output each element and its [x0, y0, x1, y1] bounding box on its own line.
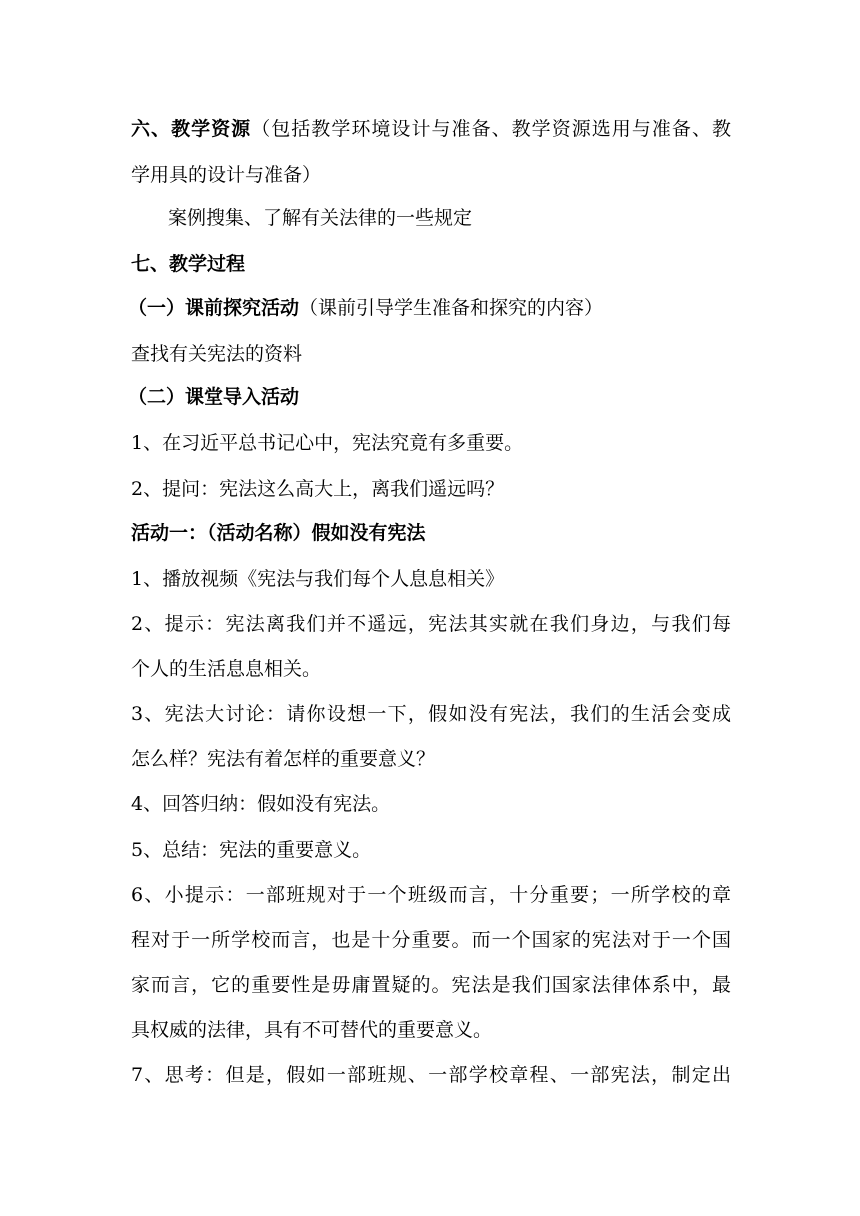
activity-item-2-line-2: 个人的生活息息相关。 — [131, 658, 322, 680]
activity-item-3-line-1: 3、宪法大讨论：请你设想一下，假如没有宪法，我们的生活会变成 — [131, 703, 731, 725]
activity-item-1: 1、播放视频《宪法与我们每个人息息相关》 — [131, 568, 505, 590]
section-6-note-cont: 学用具的设计与准备） — [131, 164, 322, 186]
subsection-2-item: 1、在习近平总书记心中，宪法究竟有多重要。 — [131, 432, 524, 454]
activity-item-6-line-4: 具权威的法律，具有不可替代的重要意义。 — [131, 1019, 493, 1041]
activity-item-3-line-2: 怎么样？宪法有着怎样的重要意义？ — [131, 748, 436, 770]
subsection-1-note: （课前引导学生准备和探究的内容） — [299, 297, 604, 319]
section-6-note: （包括教学环境设计与准备、教学资源选用与准备、教 — [251, 118, 731, 140]
activity-item-2-line-1: 2、提示：宪法离我们并不遥远，宪法其实就在我们身边，与我们每 — [131, 613, 731, 635]
subsection-2-item: 2、提问：宪法这么高大上，离我们遥远吗？ — [131, 478, 505, 500]
activity-item-7-line-1: 7、思考：但是，假如一部班规、一部学校章程、一部宪法，制定出 — [131, 1064, 731, 1086]
activity-item-6-line-2: 程对于一所学校而言，也是十分重要。而一个国家的宪法对于一个国 — [131, 929, 731, 951]
section-6-body: 案例搜集、了解有关法律的一些规定 — [168, 207, 473, 229]
section-7-title: 七、教学过程 — [131, 253, 246, 275]
section-6-line-1 — [131, 116, 731, 142]
subsection-1-title: （一）课前探究活动 — [128, 297, 300, 319]
activity-item-5: 5、总结：宪法的重要意义。 — [131, 839, 372, 861]
activity-item-6-line-3: 家而言，它的重要性是毋庸置疑的。宪法是我们国家法律体系中，最 — [131, 974, 731, 996]
activity-item-6-line-1: 6、小提示：一部班规对于一个班级而言，十分重要；一所学校的章 — [131, 884, 731, 906]
section-6-title: 六、教学资源 — [131, 118, 252, 140]
activity-1-title: 活动一：（活动名称）假如没有宪法 — [131, 522, 426, 544]
activity-item-4: 4、回答归纳：假如没有宪法。 — [131, 793, 391, 815]
subsection-2-title: （二）课堂导入活动 — [128, 386, 300, 408]
subsection-1-body: 查找有关宪法的资料 — [131, 343, 303, 365]
subsection-1-heading — [128, 295, 728, 321]
